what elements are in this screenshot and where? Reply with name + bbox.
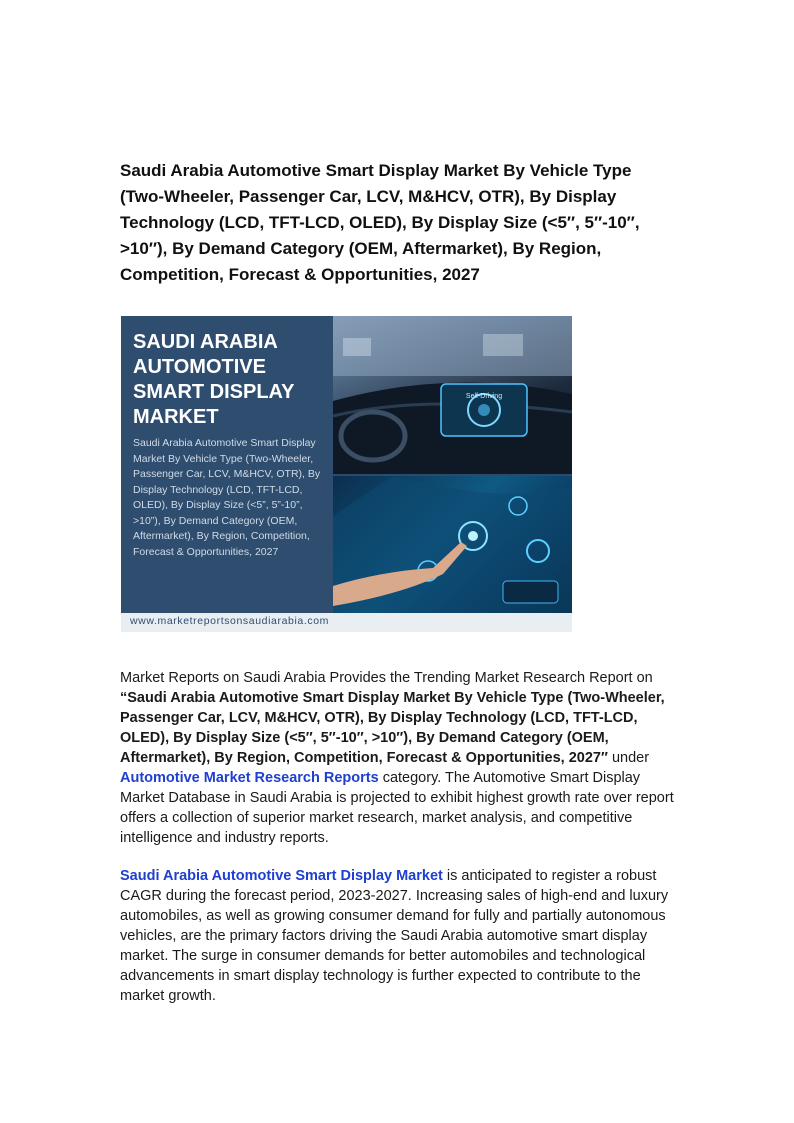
car-dashboard-photo — [333, 316, 572, 474]
screen-label: Self-Driving — [465, 393, 503, 400]
report-cover-image — [121, 316, 572, 632]
intro-text: Market Reports on Saudi Arabia Provides the Trending Market Research Report on — [120, 670, 653, 686]
automotive-reports-link[interactable]: Automotive Market Research Reports — [120, 770, 379, 786]
page-title: Saudi Arabia Automotive Smart Display Market By Vehicle Type (Two-Wheeler, Passenger Car, LCV, M&HCV, OTR), By Display Technology (LCD, TFT-LCD, OLED), By Display Size (<5″, 5″-10″, >10″), By Demand Category (OEM, Aftermarket), By Region, Competition, Forecast & Opportunities, 2027 — [120, 161, 640, 284]
cover-text-panel — [121, 316, 333, 613]
market-link[interactable]: Saudi Arabia Automotive Smart Display Market — [120, 868, 443, 884]
under-text: under — [607, 750, 650, 766]
cover-subtitle: Saudi Arabia Automotive Smart Display Market By Vehicle Type (Two-Wheeler, Passenger Car, LCV, M&HCV, OTR), By Display Technology (LCD, TFT-LCD, OLED), By Display Size (<5”, 5”-10”, >10”), By Demand Category (OEM, Aftermarket), By Region, Competition, Forecast & Opportunities, 2027 — [133, 437, 321, 558]
touchscreen-hand-photo — [333, 476, 572, 613]
cover-heading-line-1: SAUDI ARABIA — [133, 331, 278, 353]
cover-url-bar — [121, 613, 572, 632]
cover-url: www.marketreportsonsaudiarabia.com — [130, 615, 329, 627]
cover-heading — [133, 330, 328, 430]
touch-illustration — [333, 476, 572, 613]
cover-heading-line-2: AUTOMOTIVE — [133, 356, 266, 378]
report-title-bold: “Saudi Arabia Automotive Smart Display Market By Vehicle Type (Two-Wheeler, Passenger Car, LCV, M&HCV, OTR), By Display Technology (LCD, TFT-LCD, OLED), By Display Size (<5″, 5″-10″, >10″), By Demand Category (OEM, Aftermarket), By Region, Competition, Forecast & Opportunities, 2027″ — [120, 690, 665, 766]
intro-paragraph — [120, 668, 675, 848]
cover-heading-line-4: MARKET — [133, 406, 219, 428]
market-overview-text: is anticipated to register a robust CAGR during the forecast period, 2023-2027. Increasing sales of high-end and luxury automobiles, as well as growing consumer demand for fully and partially autonomous vehicles, are the primary factors driving the Saudi Arabia automotive smart display market. The surge in consumer demands for better automobiles and technological advancements in smart display technology is further expected to contribute to the market growth. — [120, 868, 669, 1004]
intro-rest-text: category. The Automotive Smart Display Market Database in Saudi Arabia is projected to exhibit highest growth rate over report offers a collection of superior market research, market analysis, and competitive intelligence and industry reports. — [120, 770, 674, 846]
dashboard-illustration — [333, 316, 572, 474]
cover-heading-line-3: SMART DISPLAY — [133, 381, 295, 403]
market-overview-paragraph — [120, 866, 675, 1006]
